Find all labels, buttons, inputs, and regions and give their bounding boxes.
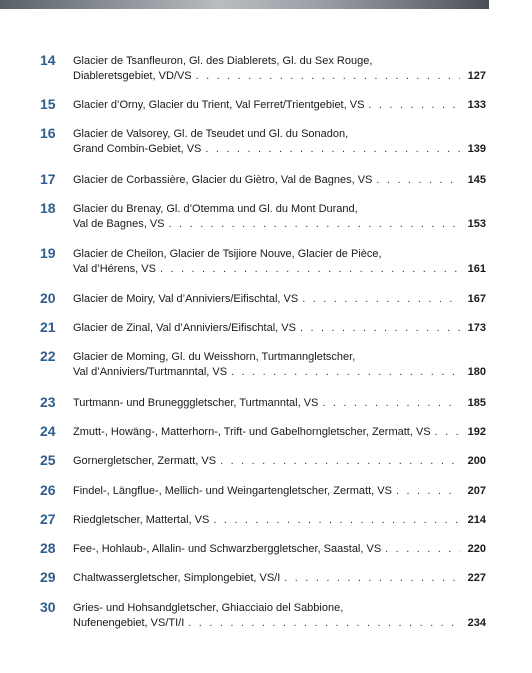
leader-dots xyxy=(196,69,460,84)
entry-title-line: Glacier de Moming, Gl. du Weisshorn, Turtmanngletscher, xyxy=(73,351,356,363)
page-number: 139 xyxy=(467,143,486,155)
leader-dots xyxy=(213,513,460,528)
page-number: 161 xyxy=(467,263,486,275)
entry-title-line: Riedgletscher, Mattertal, VS xyxy=(73,514,210,526)
page-number: 234 xyxy=(467,617,486,629)
chapter-number: 15 xyxy=(40,96,56,112)
leader-dots xyxy=(302,292,460,307)
entry-title-line: Val d’Anniviers/Turtmanntal, VS xyxy=(73,366,228,378)
leader-dots xyxy=(322,396,460,411)
entry-title-line: Turtmann- und Brunegggletscher, Turtmanntal, VS xyxy=(73,397,319,409)
leader-dots xyxy=(376,173,460,188)
page-number: 227 xyxy=(467,572,486,584)
chapter-number: 28 xyxy=(40,540,56,556)
leader-dots xyxy=(435,425,460,440)
entry-title-line: Findel-, Längflue-, Mellich- und Weingartengletscher, Zermatt, VS xyxy=(73,485,392,497)
chapter-number: 24 xyxy=(40,423,56,439)
chapter-number: 19 xyxy=(40,245,56,261)
page-number: 200 xyxy=(467,455,486,467)
entry-title-line: Glacier d’Orny, Glacier du Trient, Val Ferret/Trientgebiet, VS xyxy=(73,99,365,111)
leader-dots xyxy=(284,571,460,586)
chapter-number: 17 xyxy=(40,171,56,187)
chapter-number: 30 xyxy=(40,599,56,615)
entry-title-line: Val de Bagnes, VS xyxy=(73,218,165,230)
entry-title-line: Gries- und Hohsandgletscher, Ghiacciaio del Sabbione, xyxy=(73,602,344,614)
chapter-number: 20 xyxy=(40,290,56,306)
entry-title-line: Glacier de Tsanfleuron, Gl. des Diablerets, Gl. du Sex Rouge, xyxy=(73,55,373,67)
chapter-number: 27 xyxy=(40,511,56,527)
entry-title-line: Glacier de Valsorey, Gl. de Tseudet und Gl. du Sonadon, xyxy=(73,128,349,140)
leader-dots xyxy=(205,142,460,157)
entry-title-line: Glacier de Cheilon, Glacier de Tsijiore Nouve, Glacier de Pièce, xyxy=(73,248,382,260)
page-number: 173 xyxy=(467,322,486,334)
chapter-number: 26 xyxy=(40,482,56,498)
chapter-number: 29 xyxy=(40,569,56,585)
entry-title-line: Glacier de Corbassière, Glacier du Giètro, Val de Bagnes, VS xyxy=(73,174,373,186)
entry-title-line: Grand Combin-Gebiet, VS xyxy=(73,143,202,155)
chapter-number: 22 xyxy=(40,348,56,364)
chapter-number: 21 xyxy=(40,319,56,335)
page-number: 185 xyxy=(467,397,486,409)
leader-dots xyxy=(368,98,460,113)
chapter-number: 14 xyxy=(40,52,56,68)
leader-dots xyxy=(188,616,460,631)
page-number: 145 xyxy=(467,174,486,186)
entry-title-line: Zmutt-, Howäng-, Matterhorn-, Trift- und Gabelhorngletscher, Zermatt, VS xyxy=(73,426,431,438)
page-number: 167 xyxy=(467,293,486,305)
page-number: 214 xyxy=(467,514,486,526)
entry-title-line: Chaltwassergletscher, Simplongebiet, VS/I xyxy=(73,572,281,584)
entry-title-line: Diableretsgebiet, VD/VS xyxy=(73,70,192,82)
entry-title-line: Glacier de Moiry, Val d’Anniviers/Eifischtal, VS xyxy=(73,293,299,305)
entry-title-line: Val d’Hérens, VS xyxy=(73,263,156,275)
leader-dots xyxy=(160,262,460,277)
entry-title-line: Gornergletscher, Zermatt, VS xyxy=(73,455,217,467)
leader-dots xyxy=(396,484,460,499)
leader-dots xyxy=(169,217,460,232)
page-number: 207 xyxy=(467,485,486,497)
page-number: 127 xyxy=(467,70,486,82)
leader-dots xyxy=(231,365,460,380)
page-number: 133 xyxy=(467,99,486,111)
page-number: 180 xyxy=(467,366,486,378)
chapter-number: 18 xyxy=(40,200,56,216)
chapter-number: 25 xyxy=(40,452,56,468)
leader-dots xyxy=(385,542,460,557)
page-number: 220 xyxy=(467,543,486,555)
entry-title-line: Glacier de Zinal, Val d’Anniviers/Eifischtal, VS xyxy=(73,322,296,334)
chapter-number: 16 xyxy=(40,125,56,141)
entry-title-line: Nufenengebiet, VS/TI/I xyxy=(73,617,185,629)
entry-title-line: Glacier du Brenay, Gl. d’Otemma und Gl. du Mont Durand, xyxy=(73,203,358,215)
leader-dots xyxy=(220,454,460,469)
entry-title-line: Fee-, Hohlaub-, Allalin- und Schwarzberggletscher, Saastal, VS xyxy=(73,543,382,555)
page-number: 153 xyxy=(467,218,486,230)
leader-dots xyxy=(300,321,460,336)
chapter-number: 23 xyxy=(40,394,56,410)
page-number: 192 xyxy=(467,426,486,438)
header-photo-strip xyxy=(0,0,489,9)
